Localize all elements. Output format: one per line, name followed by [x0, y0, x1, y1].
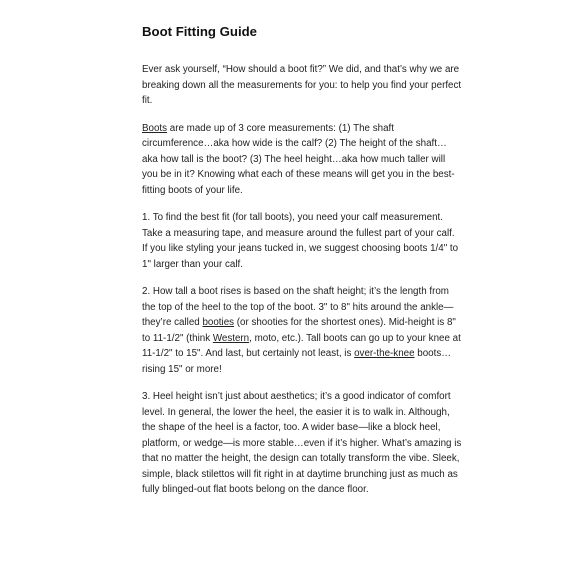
over-the-knee-link[interactable]: over-the-knee: [354, 348, 415, 359]
booties-link[interactable]: booties: [202, 317, 235, 328]
shaft-height-paragraph: [142, 284, 462, 377]
western-link[interactable]: Western: [212, 332, 250, 344]
calf-measurement-paragraph: 1. To find the best fit (for tall boots), you need your calf measurement. Take a measuring tape, and measure around the fullest part of your calf. If you like styling your jeans tucked in, we suggest choosing boots 1/4" to 1" larger than your calf.: [142, 212, 459, 270]
core-measurements-text: are made up of 3 core measurements: (1) The shaft circumference…aka how wide is the calf? (2) The height of the shaft…aka how tall is the boot? (3) The heel height…aka how much taller will you be in it? Knowing what each of these means will get you in the best-fitting boots of your life.: [142, 122, 455, 196]
heel-height-paragraph: 3. Heel height isn’t just about aesthetics; it’s a good indicator of comfort level. In general, the lower the heel, the easier it is to walk in. Although, the shape of the heel is a factor, too. A wider base—like a block heel, platform, or wedge—is more stable…even if it’s higher. What’s amazing is that no matter the height, the design can totally transform the vibe. Sleek, simple, black stilettos will fit right in at daytime brunching just as much as fully blinged-out flat boots belong on the dance floor.: [142, 391, 462, 495]
page-title: Boot Fitting Guide: [142, 24, 257, 39]
shaft-height-text-c: , moto, etc.). Tall boots can go up to your knee at 11-1/2" to 15". And last, but certainly not least, is: [142, 332, 461, 359]
shaft-height-text-d: boots…rising 15" or more!: [142, 348, 452, 375]
intro-paragraph: Ever ask yourself, “How should a boot fit?” We did, and that’s why we are breaking down all the measurements for you: to help you find your perfect fit.: [142, 64, 462, 106]
boots-link[interactable]: Boots: [142, 122, 168, 134]
core-measurements-paragraph: [142, 121, 462, 199]
article: [142, 24, 462, 510]
shaft-height-text-a: 2. How tall a boot rises is based on the shaft height; it’s the length from the top of the heel to the top of the boot. 3" to 8" hits around the ankle—they’re called: [142, 286, 454, 328]
shaft-height-text-b: (or shooties for the shortest ones). Mid-height is 8" to 11-1/2" (think: [142, 317, 456, 344]
